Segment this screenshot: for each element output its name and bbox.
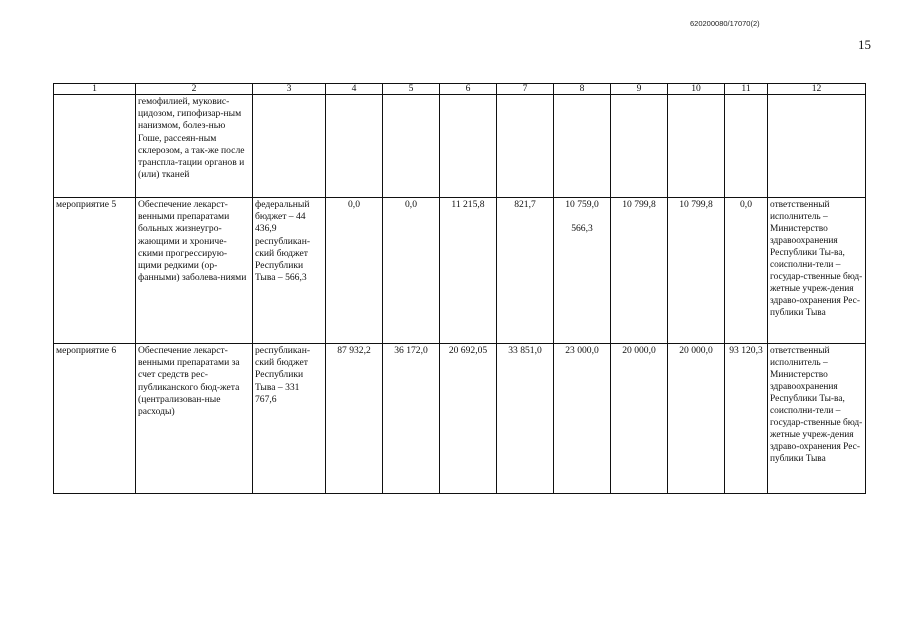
responsible-cell: ответственный исполнитель – Министерство здравоохранения Республики Ты-ва, соисполни-тели – государ-ственные бюд-жетные учреж-дения здраво-охранения Рес-публики Тыва bbox=[768, 344, 866, 494]
amount-cell: 36 172,0 bbox=[383, 344, 440, 494]
spacer bbox=[556, 211, 608, 223]
amount-cell: 20 000,0 bbox=[668, 344, 725, 494]
program-measures-table bbox=[53, 83, 866, 494]
column-header: 12 bbox=[768, 84, 866, 95]
table-row bbox=[54, 95, 866, 198]
funding-source-cell: федеральный бюджет – 44 436,9 республикан-ский бюджет Республики Тыва – 566,3 bbox=[253, 198, 326, 344]
amount-cell: 20 692,05 bbox=[440, 344, 497, 494]
amount-cell-split bbox=[554, 198, 611, 344]
amount-cell: 0,0 bbox=[383, 198, 440, 344]
column-header: 5 bbox=[383, 84, 440, 95]
amount-cell: 0,0 bbox=[725, 198, 768, 344]
amount-cell: 23 000,0 bbox=[554, 344, 611, 494]
measure-name-cell bbox=[54, 95, 136, 198]
amount-cell bbox=[668, 95, 725, 198]
measure-description-cell: Обеспечение лекарст-венными препаратами больных жизнеугро-жающими и хрониче-скими прогрессирую-щими редкими (ор-фанными) заболева-ниями bbox=[136, 198, 253, 344]
column-header: 4 bbox=[326, 84, 383, 95]
column-header: 11 bbox=[725, 84, 768, 95]
measure-name-cell: мероприятие 5 bbox=[54, 198, 136, 344]
amount-cell bbox=[383, 95, 440, 198]
column-header: 2 bbox=[136, 84, 253, 95]
page-number: 15 bbox=[858, 37, 871, 52]
amount-cell bbox=[326, 95, 383, 198]
amount-cell bbox=[554, 95, 611, 198]
amount-cell: 10 799,8 bbox=[668, 198, 725, 344]
column-header: 8 bbox=[554, 84, 611, 95]
document-code: 620200080/17070(2) bbox=[690, 19, 760, 28]
amount-cell bbox=[440, 95, 497, 198]
funding-source-cell bbox=[253, 95, 326, 198]
amount-cell: 0,0 bbox=[326, 198, 383, 344]
republican-amount: 566,3 bbox=[571, 223, 593, 235]
amount-cell: 821,7 bbox=[497, 198, 554, 344]
responsible-cell bbox=[768, 95, 866, 198]
federal-amount: 10 759,0 bbox=[565, 199, 599, 210]
measure-description-cell: Обеспечение лекарст-венными препаратами за счет средств рес-публиканского бюд-жета (централизован-ные расходы) bbox=[136, 344, 253, 494]
amount-cell: 87 932,2 bbox=[326, 344, 383, 494]
amount-cell: 20 000,0 bbox=[611, 344, 668, 494]
amount-cell bbox=[611, 95, 668, 198]
column-header: 6 bbox=[440, 84, 497, 95]
amount-cell bbox=[725, 95, 768, 198]
funding-source-cell: республикан-ский бюджет Республики Тыва – 331 767,6 bbox=[253, 344, 326, 494]
column-header: 10 bbox=[668, 84, 725, 95]
responsible-cell: ответственный исполнитель – Министерство здравоохранения Республики Ты-ва, соисполни-тели – государ-ственные бюд-жетные учреж-дения здраво-охранения Рес-публики Тыва bbox=[768, 198, 866, 344]
table-row bbox=[54, 198, 866, 344]
amount-cell: 93 120,3 bbox=[725, 344, 768, 494]
column-header: 7 bbox=[497, 84, 554, 95]
column-header: 9 bbox=[611, 84, 668, 95]
amount-cell: 33 851,0 bbox=[497, 344, 554, 494]
measure-description-cell: гемофилией, муковис-цидозом, гипофизар-ным нанизмом, болез-нью Гоше, рассеян-ным склерозом, а так-же после транспла-тации органов и (или) тканей bbox=[136, 95, 253, 198]
amount-cell bbox=[497, 95, 554, 198]
measure-name-cell: мероприятие 6 bbox=[54, 344, 136, 494]
table-header-row bbox=[54, 84, 866, 95]
column-header: 3 bbox=[253, 84, 326, 95]
amount-cell: 10 799,8 bbox=[611, 198, 668, 344]
table-row bbox=[54, 344, 866, 494]
column-header: 1 bbox=[54, 84, 136, 95]
amount-cell: 11 215,8 bbox=[440, 198, 497, 344]
